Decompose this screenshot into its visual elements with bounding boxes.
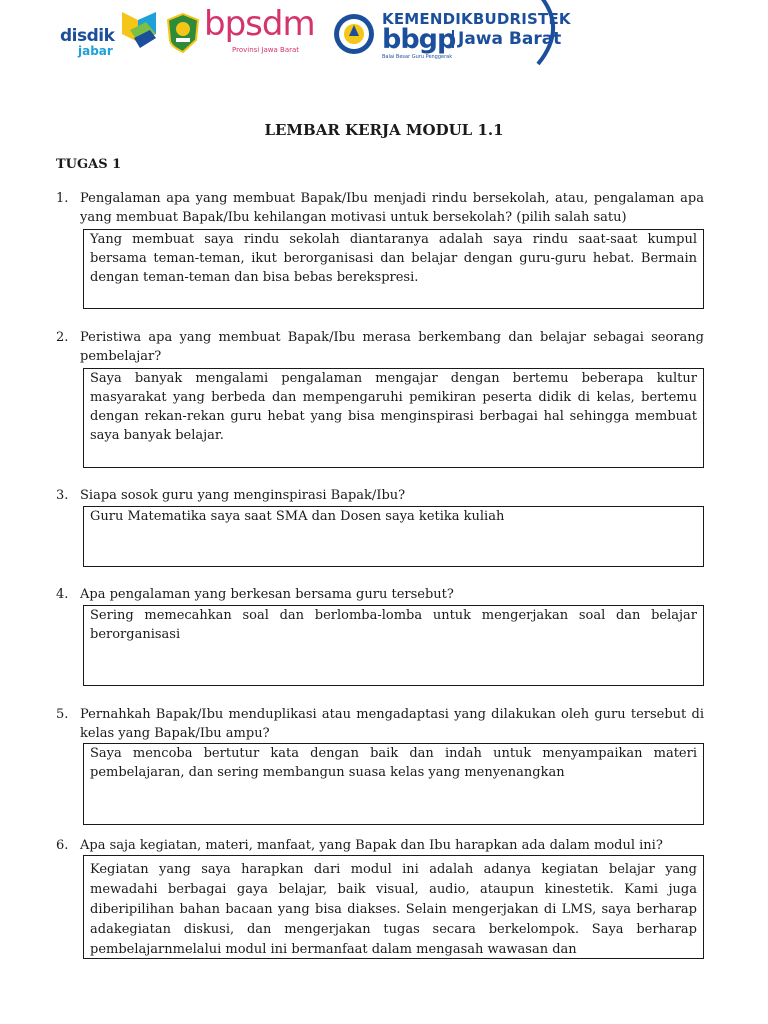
question-number: 3. [56, 488, 69, 503]
question-text: Pengalaman apa yang membuat Bapak/Ibu menjadi rindu bersekolah, atau, pengalaman apa yang membuat Bapak/Ibu kehilangan motivasi untuk bersekolah? (pilih salah satu) [80, 191, 704, 225]
disdik-logo-text: disdik [60, 26, 115, 46]
answer-box-2: Saya banyak mengalami pengalaman mengajar dengan bertemu beberapa kultur masyarakat yang berbeda dan mempengaruhi pemikiran peserta didik di kelas, bertemu dengan rekan-rekan guru hebat yang bisa menginspirasi berbagai hal sehingga membuat saya banyak belajar. [83, 368, 704, 468]
answer-box-4: Sering memecahkan soal dan berlomba-lomba untuk mengerjakan soal dan belajar berorganisasi [83, 605, 704, 686]
question-1 [56, 189, 704, 227]
question-2 [56, 328, 704, 366]
disdik-jabar-logo [60, 8, 160, 58]
question-text: Pernahkah Bapak/Ibu menduplikasi atau mengadaptasi yang dilakukan oleh guru tersebut di kelas yang Bapak/Ibu ampu? [80, 707, 704, 741]
question-6 [56, 836, 704, 855]
question-text: Apa pengalaman yang berkesan bersama guru tersebut? [80, 587, 454, 602]
answer-box-6: Kegiatan yang saya harapkan dari modul ini adalah adanya kegiatan belajar yang mewadahi berbagai gaya belajar, baik visual, audio, ataupun kinestetik. Kami juga diberipilihan bahan bacaan yang bisa diakses. Selain mengerjakan di LMS, saya berharap adakegiatan diskusi, dan mengerjakan tugas secara berkelompok. Saya berharap pembelajarnmelalui modul ini bermanfaat dalam mengasah wawasan dan [83, 855, 704, 959]
question-5 [56, 705, 704, 743]
header-logos [0, 0, 768, 70]
answer-box-3: Guru Matematika saya saat SMA dan Dosen saya ketika kuliah [83, 506, 704, 567]
question-number: 6. [56, 838, 69, 853]
question-number: 2. [56, 330, 69, 345]
disdik-logo-subtext: jabar [78, 44, 113, 58]
bbgp-text: bbgp [382, 24, 456, 55]
bpsdm-logo-subtext: Provinsi Jawa Barat [232, 46, 300, 54]
west-java-crest-icon [166, 12, 200, 54]
tut-wuri-handayani-emblem-icon [332, 12, 376, 56]
question-number: 5. [56, 707, 69, 722]
question-4 [56, 585, 704, 604]
answer-box-5: Saya mencoba bertutur kata dengan baik dan indah untuk menyampaikan materi pembelajaran, dan sering membangun suasa kelas yang menyenangkan [83, 743, 704, 825]
question-text: Siapa sosok guru yang menginspirasi Bapak/Ibu? [80, 488, 406, 503]
question-number: 1. [56, 191, 69, 206]
disdik-book-icon [116, 8, 160, 52]
question-3 [56, 486, 704, 505]
question-text: Apa saja kegiatan, materi, manfaat, yang Bapak dan Ibu harapkan ada dalam modul ini? [80, 838, 663, 853]
kemendikbudristek-bbgp-logo [332, 2, 582, 66]
bpsdm-logo [166, 6, 326, 60]
decorative-arc-icon [532, 0, 572, 68]
bpsdm-logo-text: bpsdm [204, 4, 315, 44]
kemendikbudristek-text: KEMENDIKBUDRISTEK [382, 10, 571, 28]
document-title: LEMBAR KERJA MODUL 1.1 [264, 121, 504, 139]
answer-box-1: Yang membuat saya rindu sekolah diantaranya adalah saya rindu saat-saat kumpul bersama teman-teman, ikut berorganisasi dan belajar dengan guru-guru hebat. Bermain dengan teman-teman dan bisa bebas berekspresi. [83, 229, 704, 309]
jawa-barat-text: Jawa Barat [452, 30, 561, 48]
bbgp-tagline: Balai Besar Guru Penggerak [382, 54, 453, 60]
question-text: Peristiwa apa yang membuat Bapak/Ibu merasa berkembang dan belajar sebagai seorang pembelajar? [80, 330, 704, 364]
task-heading: TUGAS 1 [56, 157, 122, 172]
question-number: 4. [56, 587, 69, 602]
